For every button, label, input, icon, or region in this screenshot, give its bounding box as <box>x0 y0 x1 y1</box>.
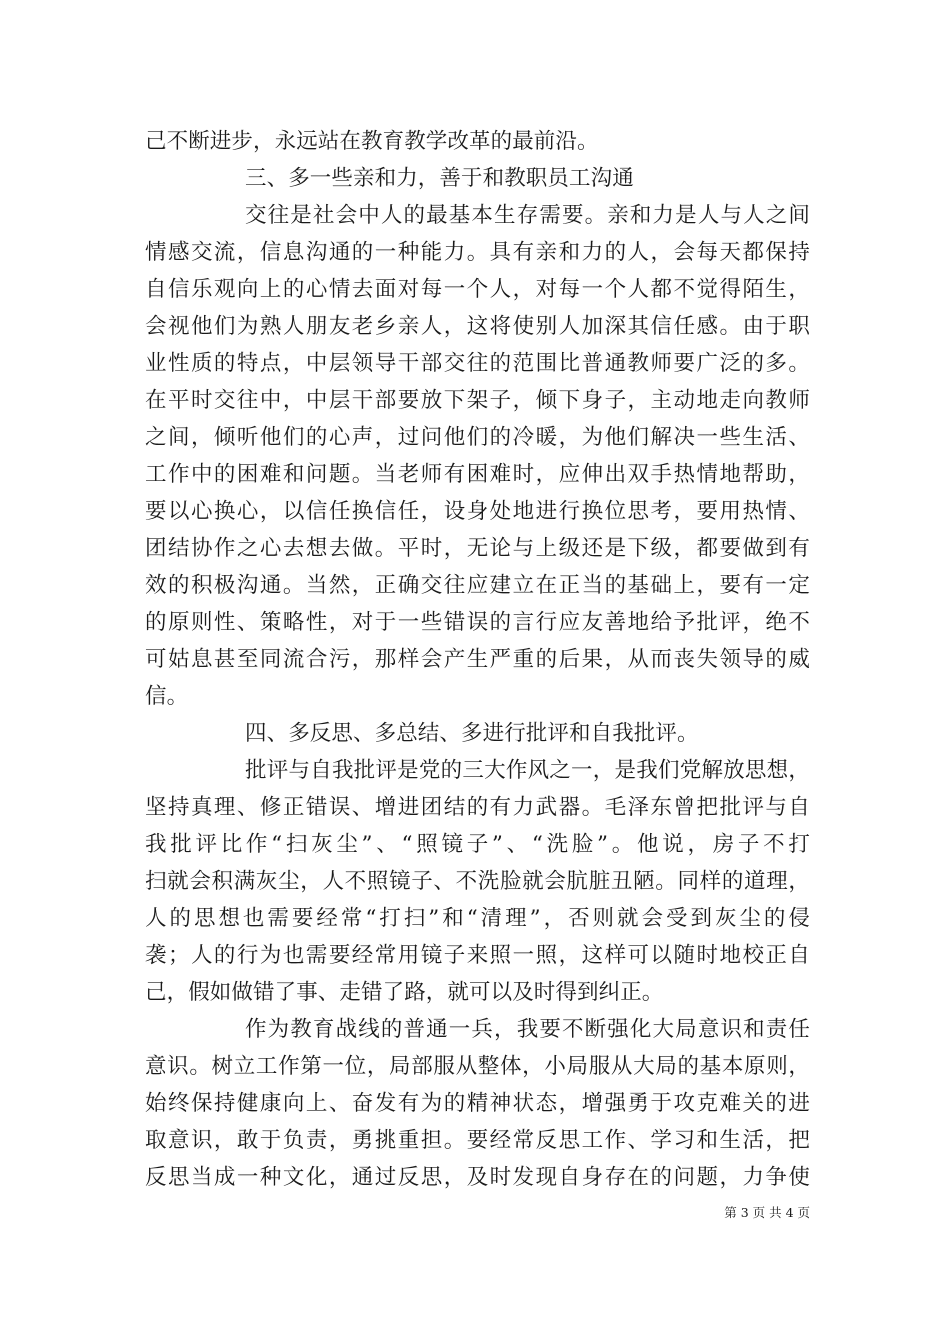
text-line: 自信乐观向上的心情去面对每一个人，对每一个人都不觉得陌生， <box>145 277 810 302</box>
text-line: 业性质的特点，中层领导干部交往的范围比普通教师要广泛的多。 <box>145 351 810 376</box>
text-line: 可姑息甚至同流合污，那样会产生严重的后果，从而丧失领导的威 <box>145 647 810 672</box>
text-line: 扫就会积满灰尘，人不照镜子、不洗脸就会肮脏丑陋。同样的道理， <box>145 869 810 894</box>
text-line: 己，假如做错了事、走错了路，就可以及时得到纠正。 <box>145 980 664 1005</box>
text-line: 之间，倾听他们的心声，过问他们的冷暖，为他们解决一些生活、 <box>145 425 810 450</box>
text-line: 信。 <box>145 684 189 709</box>
text-line: 己不断进步，永远站在教育教学改革的最前沿。 <box>145 129 599 154</box>
page-number-footer: 第 3 页 共 4 页 <box>724 1205 810 1220</box>
text-line: 工作中的困难和问题。当老师有困难时，应伸出双手热情地帮助， <box>145 462 810 487</box>
text-line: 始终保持健康向上、奋发有为的精神状态，增强勇于攻克难关的进 <box>145 1091 810 1116</box>
text-line: 袭；人的行为也需要经常用镜子来照一照，这样可以随时地校正自 <box>145 943 810 968</box>
text-line: 情感交流，信息沟通的一种能力。具有亲和力的人，会每天都保持 <box>145 240 810 265</box>
document-body <box>145 123 810 1196</box>
text-line: 交往是社会中人的最基本生存需要。亲和力是人与人之间 <box>245 203 810 228</box>
text-line: 效的积极沟通。当然，正确交往应建立在正当的基础上，要有一定 <box>145 573 810 598</box>
text-line: 团结协作之心去想去做。平时，无论与上级还是下级，都要做到有 <box>145 536 810 561</box>
text-line: 批评与自我批评是党的三大作风之一，是我们党解放思想， <box>245 758 810 783</box>
text-line: 在平时交往中，中层干部要放下架子，倾下身子，主动地走向教师 <box>145 388 810 413</box>
text-line: 的原则性、策略性，对于一些错误的言行应友善地给予批评，绝不 <box>145 610 810 635</box>
text-line: 四、多反思、多总结、多进行批评和自我批评。 <box>245 721 699 746</box>
text-line: 要以心换心，以信任换信任，设身处地进行换位思考，要用热情、 <box>145 499 810 524</box>
text-line: 意识。树立工作第一位，局部服从整体，小局服从大局的基本原则， <box>145 1054 810 1079</box>
text-line: 人的思想也需要经常“打扫”和“清理”，否则就会受到灰尘的侵 <box>145 906 810 931</box>
text-line: 会视他们为熟人朋友老乡亲人，这将使别人加深其信任感。由于职 <box>145 314 810 339</box>
text-line: 作为教育战线的普通一兵，我要不断强化大局意识和责任 <box>245 1017 810 1042</box>
text-line: 反思当成一种文化，通过反思，及时发现自身存在的问题，力争使 <box>145 1165 810 1190</box>
text-line: 取意识，敢于负责，勇挑重担。要经常反思工作、学习和生活，把 <box>145 1128 810 1153</box>
text-line: 我批评比作“扫灰尘”、“照镜子”、“洗脸”。他说，房子不打 <box>145 832 810 857</box>
text-line: 三、多一些亲和力，善于和教职员工沟通 <box>245 166 634 191</box>
text-line: 坚持真理、修正错误、增进团结的有力武器。毛泽东曾把批评与自 <box>145 795 810 820</box>
